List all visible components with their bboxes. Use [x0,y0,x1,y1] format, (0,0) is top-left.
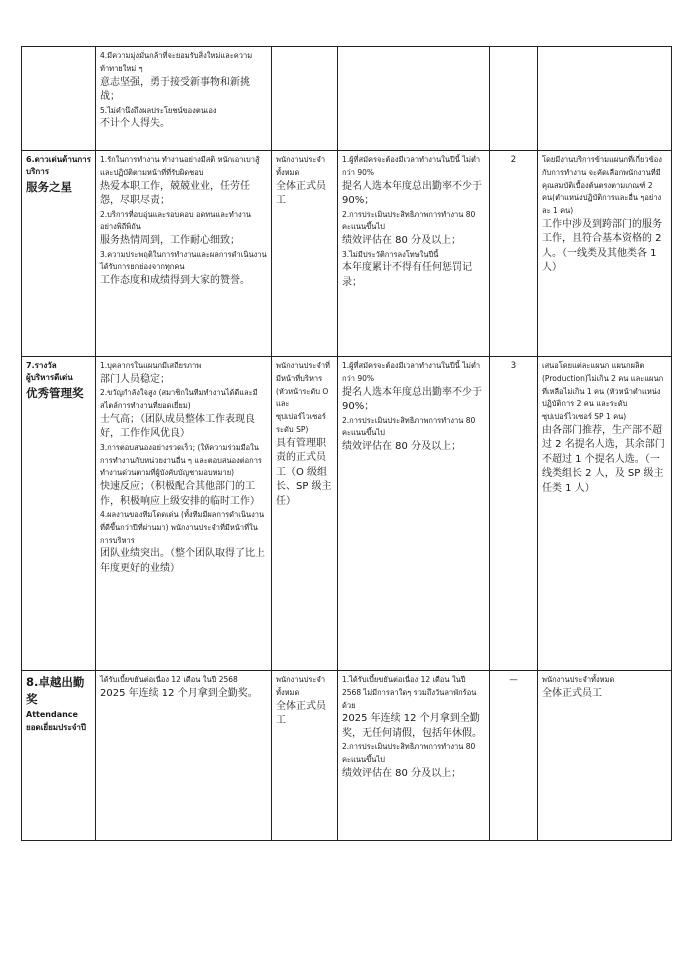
criteria-zh: 士气高；（团队成员整体工作表现良好，工作作风优良） [100,413,255,440]
requirements-cell [338,357,490,671]
eligible-cell [272,151,338,357]
criteria-th: 2.บริการที่อบอุ่นและรอบคอบ อดทนและทำงานอย่างพิถีพิถัน [100,209,252,232]
note-th: เสนอโดยแต่ละแผนก แผนกผลิต (Production)ไม่เกิน 2 คน และแผนกที่เหลือไม่เกิน 1 คน (หัวหน้าตำแหน่งปฏิบัติการ 2 คน และระดับซุปเปอร์ไวเซอร์ SP 1 คน) [542,361,664,421]
requirements-cell [338,47,490,151]
note-zh: 全体正式员工 [542,687,602,699]
requirement-zh: 提名人选本年度总出勤率不少于 90%； [342,180,482,206]
note-cell [538,671,672,841]
eligible-cell [272,671,338,841]
award-title-zh: 服务之星 [26,179,72,194]
award-title-cell [22,151,96,357]
requirement-th: 1.ผู้ที่สมัครจะต้องมีเวลาทำงานในปีนี้ ไม่ต่ำกว่า 90% [342,155,481,177]
table-row [22,47,672,151]
award-title-th: ยอดเยี่ยมประจำปี [26,722,86,732]
requirement-zh: 绩效评估在 80 分及以上； [342,235,462,246]
criteria-th: 3.การตอบสนองอย่างรวดเร็ว; (ให้ความร่วมมือในการทำงานกับหน่วยงานอื่น ๆ และตอบสนองต่อการทำงานด่วนตามที่ผู้บังคับบัญชามอบหมาย) [100,442,262,478]
criteria-zh: 热爱本职工作，兢兢业业，任劳任怨，尽职尽责； [100,180,250,206]
award-title-th: 6.ดาวเด่นด้านการบริการ [26,155,91,177]
count-cell: — [490,671,538,841]
award-title-en: Attendance [26,709,78,719]
criteria-cell [96,151,272,357]
award-title-cell [22,357,96,671]
requirement-th: 2.การประเมินประสิทธิภาพการทำงาน 80 คะแนนขึ้นไป [342,742,476,764]
criteria-cell [96,357,272,671]
award-title-cell [22,47,96,151]
note-cell [538,47,672,151]
eligible-cell [272,357,338,671]
criteria-zh: 团队业绩突出。（整个团队取得了比上年度更好的业绩） [100,548,265,574]
requirement-th: 2.การประเมินประสิทธิภาพการทำงาน 80 คะแนนขึ้นไป [342,415,476,438]
note-zh: 工作中涉及到跨部门的服务工作，且符合基本资格的 2 人。（一线类及其他类各 1 人） [542,218,662,274]
requirement-th: 2.การประเมินประสิทธิภาพการทำงาน 80 คะแนนขึ้นไป [342,209,476,232]
requirement-zh: 绩效评估在 80 分及以上； [342,767,462,779]
eligible-th: พนักงานประจำทั้งหมด [276,155,326,177]
requirement-zh: 提名人选本年度总出勤率不少于 90%； [342,386,482,412]
count-cell: 3 [490,357,538,671]
requirement-zh: 绩效评估在 80 分及以上； [342,441,462,452]
table-row [22,357,672,671]
criteria-zh: 2025 年连续 12 个月拿到全勤奖。 [100,687,258,699]
award-title-cell [22,671,96,841]
criteria-th: 1.บุคลากรในแผนกมีเสถียรภาพ [100,361,202,370]
award-title-zh: 8.卓越出勤 [26,675,85,689]
criteria-zh: 不计个人得失。 [100,118,170,130]
criteria-cell [96,671,272,841]
award-title-th: 7.รางวัล [26,361,57,370]
note-th: โดยมีงานบริการข้ามแผนกที่เกี่ยวข้องกับการทำงาน จะคัดเลือกพนักงานที่มีคุณสมบัติเบื้องต้นตรงตามเกณฑ์ 2 คน(ตำแหน่งปฏิบัติการและอื่น ๆอย่างละ 1 คน) [542,155,662,215]
note-cell [538,151,672,357]
note-cell [538,357,672,671]
criteria-th: 1.รักในการทำงาน ทำงานอย่างมีสติ หนักเอาเบาสู้ และปฏิบัติตามหน้าที่ที่รับผิดชอบ [100,155,260,177]
requirement-zh: 2025 年连续 12 个月拿到全勤奖，无任何请假，包括年休假。 [342,713,482,739]
eligible-th: พนักงานประจำทั้งหมด [276,675,326,697]
award-title-zh: 优秀管理奖 [26,385,84,400]
award-title-zh: 奖 [26,692,38,707]
eligible-cell [272,47,338,151]
criteria-zh: 快速反应；（积极配合其他部门的工作，积极响应上级安排的临时工作） [100,481,260,507]
note-th: พนักงานประจำทั้งหมด [542,675,615,684]
criteria-th: 2.ขวัญกำลังใจสูง (สมาชิกในทีมทำงานได้ดีและมีสไตล์การทำงานที่ยอดเยี่ยม) [100,388,258,410]
criteria-zh: 意志坚强，勇于接受新事物和新挑战； [100,76,250,102]
criteria-zh: 工作态度和成绩得到大家的赞誉。 [100,275,250,286]
count-cell: 2 [490,151,538,357]
eligible-zh: 全体正式员工 [276,700,326,726]
requirements-cell [338,671,490,841]
requirement-th: 1.ผู้ที่สมัครจะต้องมีเวลาทำงานในปีนี้ ไม่ต่ำกว่า 90% [342,361,481,383]
eligible-th: พนักงานประจำที่มีหน้าที่บริหาร (หัวหน้าระดับ O และซุปเปอร์ไวเซอร์ ระดับ SP) [276,361,330,434]
eligible-zh: 具有管理职责的正式员工（O 级组长、SP 级主任） [276,437,332,507]
awards-criteria-table [21,46,672,841]
requirement-th: 1.ได้รับเบี้ยขยันต่อเนื่อง 12 เดือน ในปี 2568 ไม่มีการลาใดๆ รวมถึงวันลาพักร้อนด้วย [342,675,477,710]
eligible-zh: 全体正式员工 [276,180,326,206]
requirement-th: 3.ไม่มีประวัติการลงโทษในปีนี้ [342,249,439,259]
criteria-th: 5.ไม่คำนึงถึงผลประโยชน์ของตนเอง [100,105,217,115]
note-zh: 由各部门推荐，生产部不超过 2 名提名人选，其余部门不超过 1 个提名人选。（一线类组长 2 人，及 SP 级主任类 1 人） [542,424,665,494]
criteria-th: 3.ความประพฤติในการทำงานและผลการดำเนินงานได้รับการยกย่องจากทุกคน [100,249,267,272]
criteria-zh: 部门人员稳定； [100,373,170,385]
criteria-th: 4.ผลงานของทีมโดดเด่น (ทั้งทีมมีผลการดำเนินงานที่ดีขึ้นกว่าปีที่ผ่านมา) พนักงานประจำที่มีหน้าที่ในการบริหาร [100,510,265,545]
criteria-th: 4.มีความมุ่งมั่นกล้าที่จะยอมรับสิ่งใหม่และความท้าทายใหม่ ๆ [100,51,253,73]
requirements-cell [338,151,490,357]
award-title-th: ผู้บริหารดีเด่น [26,373,73,383]
requirement-zh: 本年度累计不得有任何惩罚记录； [342,262,472,288]
table-row [22,151,672,357]
criteria-zh: 服务热情周到，工作耐心细致； [100,235,240,246]
table-row [22,671,672,841]
criteria-th: ได้รับเบี้ยขยันต่อเนื่อง 12 เดือน ในปี 2568 [100,675,238,684]
criteria-cell [96,47,272,151]
count-cell [490,47,538,151]
